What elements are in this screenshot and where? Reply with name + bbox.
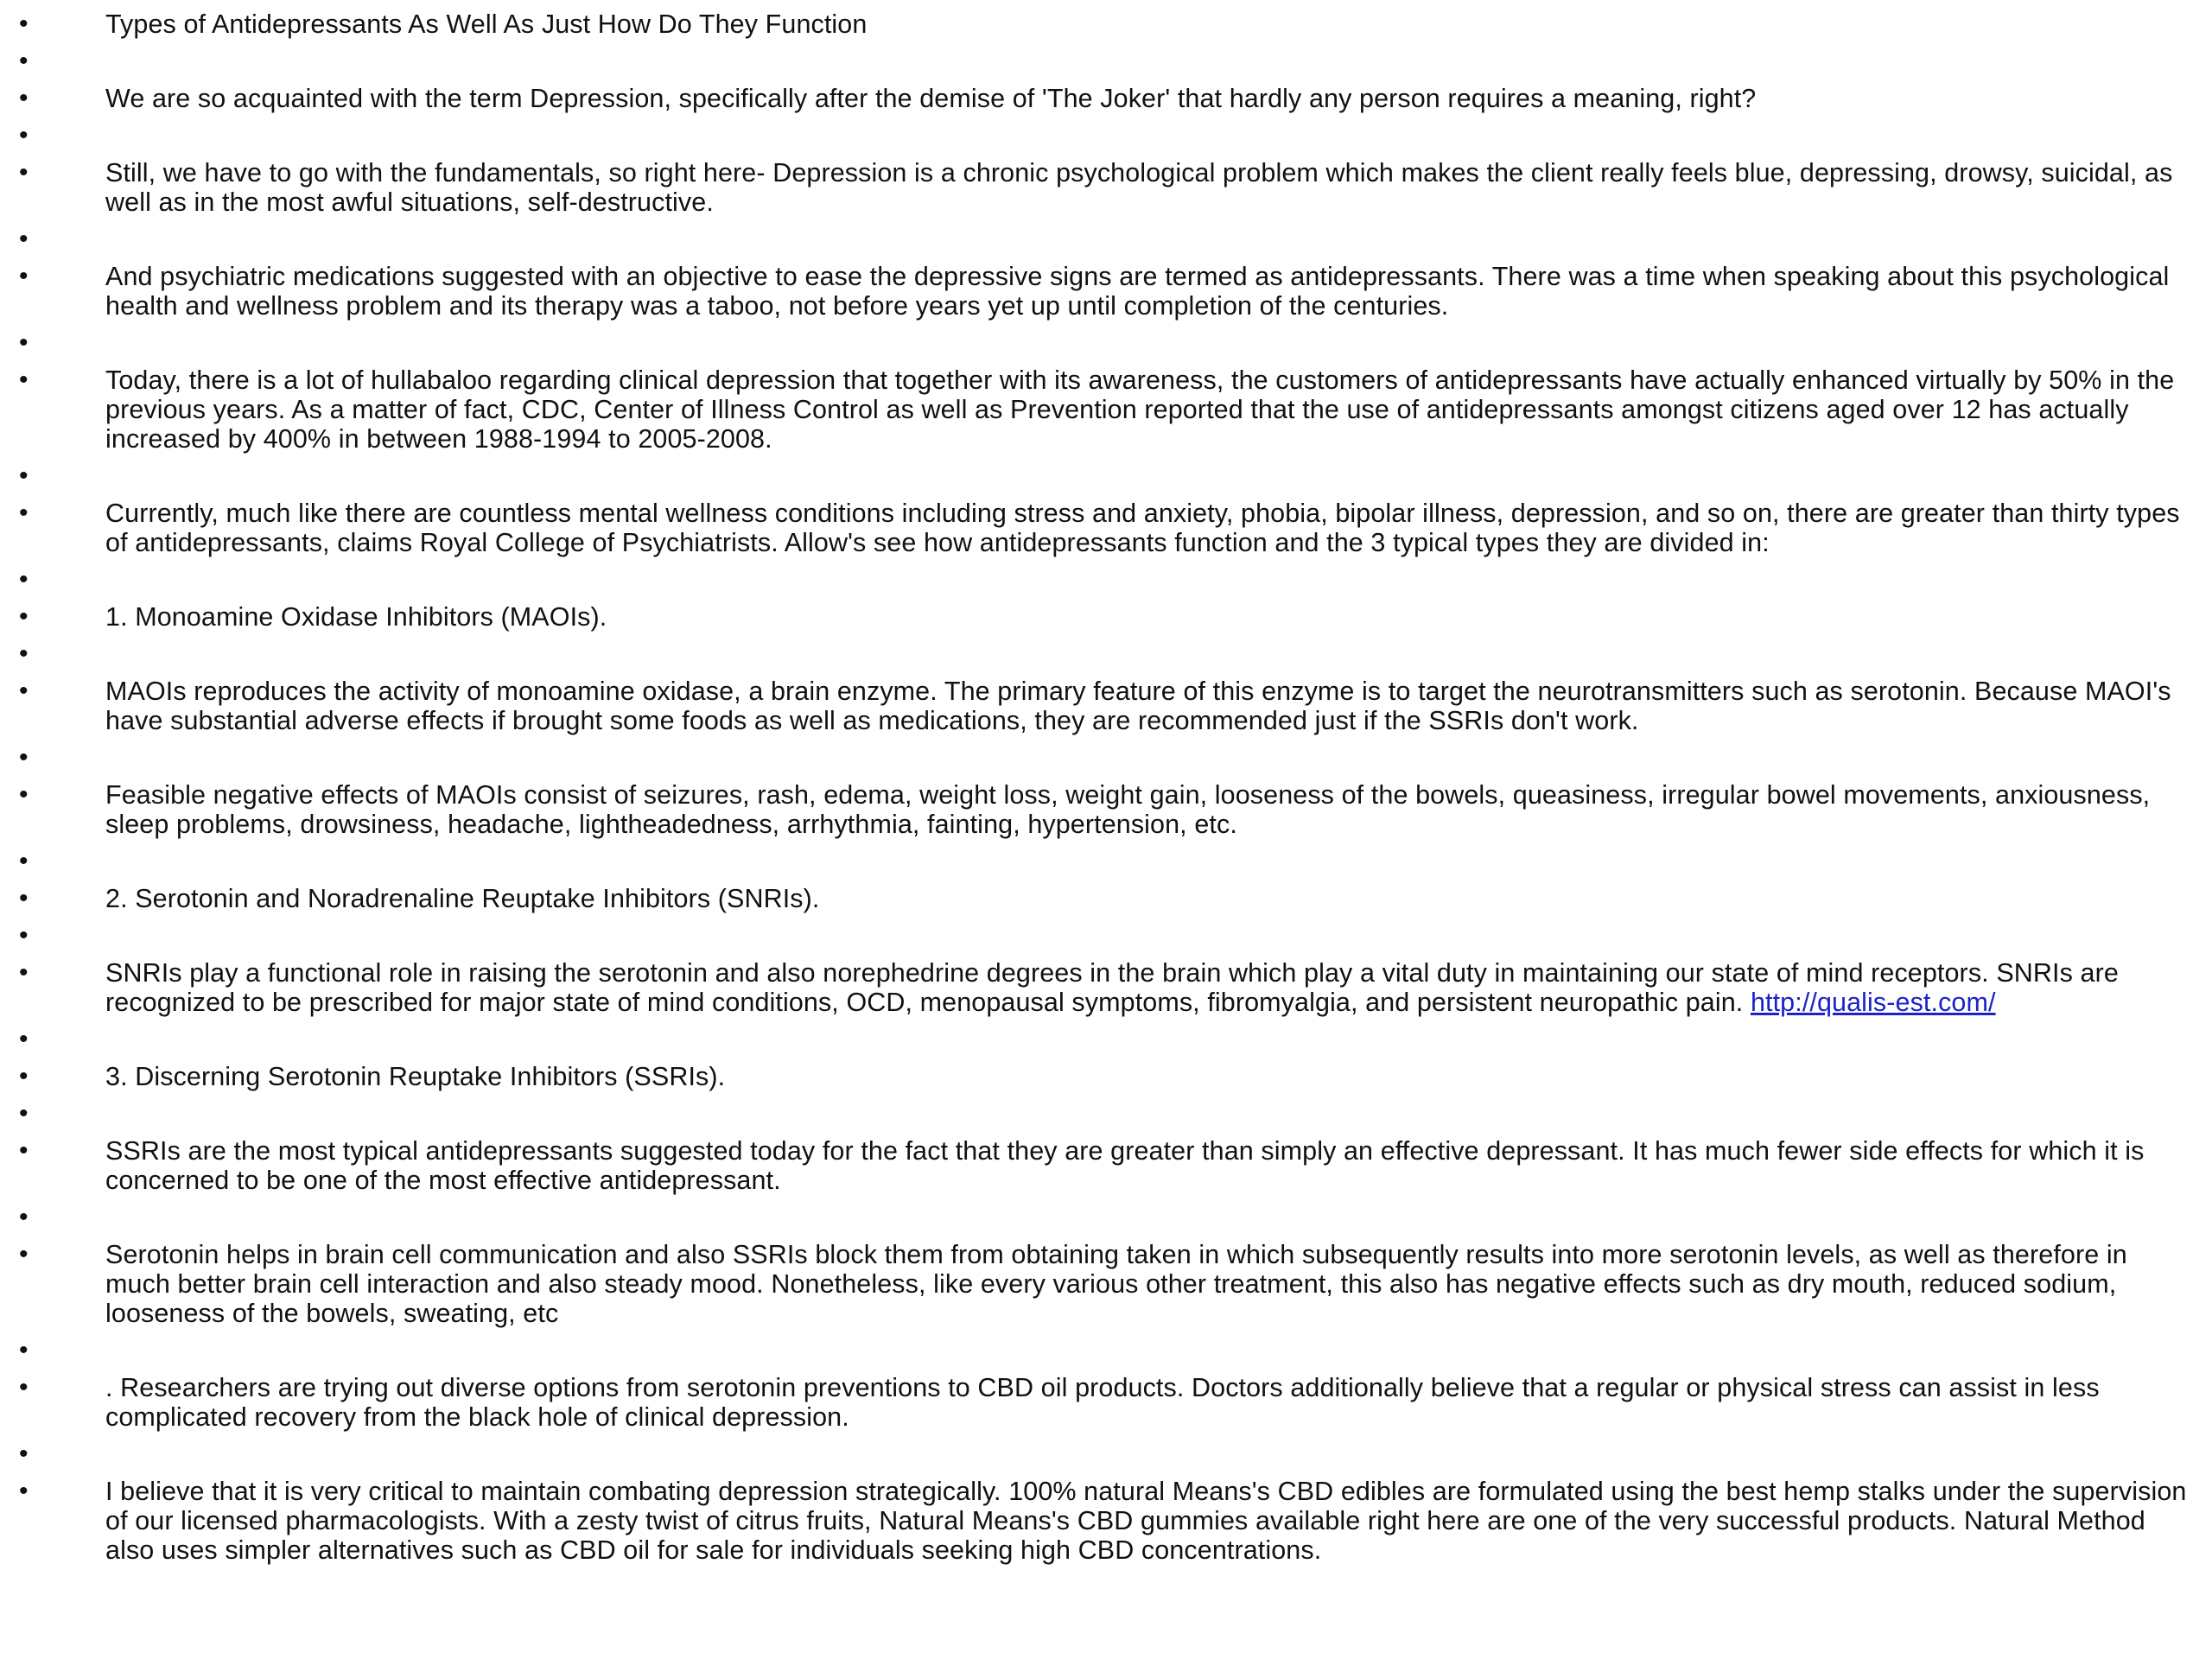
section-heading: 2. Serotonin and Noradrenaline Reuptake Inhibitors (SNRIs). bbox=[105, 884, 820, 913]
bullet: • bbox=[19, 639, 29, 668]
bullet: • bbox=[19, 225, 29, 253]
bullet: • bbox=[19, 1025, 29, 1053]
section-heading: 3. Discerning Serotonin Reuptake Inhibitors (SSRIs). bbox=[105, 1062, 726, 1091]
paragraph: Serotonin helps in brain cell communication and also SSRIs block them from obtaining taken in which subsequently results into more serotonin levels, as well as therefore in much better brain cell interaction and also steady mood. Nonetheless, like every various other treatment, this also has negative effects such as dry mouth, reduced sodium, looseness of the bowels, sweating, etc bbox=[105, 1240, 2127, 1328]
bullet: • bbox=[19, 565, 29, 594]
paragraph: Still, we have to go with the fundamentals, so right here- Depression is a chronic psychological problem which makes the client really feels blue, depressing, drowsy, suicidal, as well as in the most awful situations, self-destructive. bbox=[105, 158, 2173, 217]
bullet: • bbox=[19, 1440, 29, 1468]
bullet: • bbox=[19, 262, 29, 290]
bullet: • bbox=[19, 1373, 29, 1402]
bullet: • bbox=[19, 461, 29, 490]
paragraph-text: SNRIs play a functional role in raising the serotonin and also norephedrine degrees in the brain which play a vital duty in maintaining our state of mind receptors. SNRIs are recognized to be prescribed for major state of mind conditions, OCD, menopausal symptoms, fibromyalgia, and persistent neuropathic pain. bbox=[105, 958, 2119, 1017]
bullet: • bbox=[19, 677, 29, 705]
bullet: • bbox=[19, 1240, 29, 1268]
bullet: • bbox=[19, 10, 29, 38]
bullet: • bbox=[19, 158, 29, 187]
bullet: • bbox=[19, 1099, 29, 1128]
bullet: • bbox=[19, 328, 29, 357]
bullet: • bbox=[19, 602, 29, 631]
section-heading: 1. Monoamine Oxidase Inhibitors (MAOIs). bbox=[105, 602, 607, 632]
paragraph: . Researchers are trying out diverse options from serotonin preventions to CBD oil products. Doctors additionally believe that a regular or physical stress can assist in less complicated recovery from the black hole of clinical depression. bbox=[105, 1373, 2100, 1432]
bullet: • bbox=[19, 884, 29, 912]
bullet: • bbox=[19, 958, 29, 987]
document-title: Types of Antidepressants As Well As Just How Do They Function bbox=[105, 10, 868, 39]
bullet: • bbox=[19, 847, 29, 875]
paragraph: And psychiatric medications suggested with an objective to ease the depressive signs are termed as antidepressants. There was a time when speaking about this psychological health and wellness problem and its therapy was a taboo, not before years yet up until completion of the centuries. bbox=[105, 262, 2170, 321]
paragraph bbox=[105, 958, 2193, 1017]
bullet: • bbox=[19, 365, 29, 394]
bullet: • bbox=[19, 84, 29, 112]
bullet: • bbox=[19, 1136, 29, 1165]
bullet: • bbox=[19, 921, 29, 950]
bullet: • bbox=[19, 121, 29, 149]
paragraph: SSRIs are the most typical antidepressants suggested today for the fact that they are greater than simply an effective depressant. It has much fewer side effects for which it is concerned to be one of the most effective antidepressant. bbox=[105, 1136, 2145, 1195]
paragraph: We are so acquainted with the term Depression, specifically after the demise of 'The Joker' that hardly any person requires a meaning, right? bbox=[105, 84, 1757, 113]
bullet: • bbox=[19, 1203, 29, 1231]
bullet: • bbox=[19, 47, 29, 75]
bullet: • bbox=[19, 780, 29, 809]
bullet: • bbox=[19, 1336, 29, 1364]
paragraph: Feasible negative effects of MAOIs consist of seizures, rash, edema, weight loss, weight gain, looseness of the bowels, queasiness, irregular bowel movements, anxiousness, sleep problems, drowsiness, headache, lightheadedness, arrhythmia, fainting, hypertension, etc. bbox=[105, 780, 2151, 839]
bullet: • bbox=[19, 1477, 29, 1505]
paragraph: I believe that it is very critical to maintain combating depression strategically. 100% natural Means's CBD edibles are formulated using the best hemp stalks under the supervision of our licensed pharmacologists. With a zesty twist of citrus fruits, Natural Means's CBD gummies available right here are one of the very successful products. Natural Method also uses simpler alternatives such as CBD oil for sale for individuals seeking high CBD concentrations. bbox=[105, 1477, 2187, 1565]
external-link[interactable]: http://qualis-est.com/ bbox=[1750, 988, 1996, 1017]
bullet: • bbox=[19, 1062, 29, 1090]
paragraph: MAOIs reproduces the activity of monoamine oxidase, a brain enzyme. The primary feature of this enzyme is to target the neurotransmitters such as serotonin. Because MAOI's have substantial adverse effects if brought some foods as well as medications, they are recommended just if the SSRIs don't work. bbox=[105, 677, 2171, 735]
bullet: • bbox=[19, 743, 29, 772]
paragraph: Today, there is a lot of hullabaloo regarding clinical depression that together with its awareness, the customers of antidepressants have actually enhanced virtually by 50% in the previous years. As a matter of fact, CDC, Center of Illness Control as well as Prevention reported that the use of antidepressants amongst citizens aged over 12 has actually increased by 400% in between 1988-1994 to 2005-2008. bbox=[105, 365, 2175, 454]
paragraph: Currently, much like there are countless mental wellness conditions including stress and anxiety, phobia, bipolar illness, depression, and so on, there are greater than thirty types of antidepressants, claims Royal College of Psychiatrists. Allow's see how antidepressants function and the 3 typical types they are divided in: bbox=[105, 499, 2180, 557]
bullet: • bbox=[19, 499, 29, 527]
